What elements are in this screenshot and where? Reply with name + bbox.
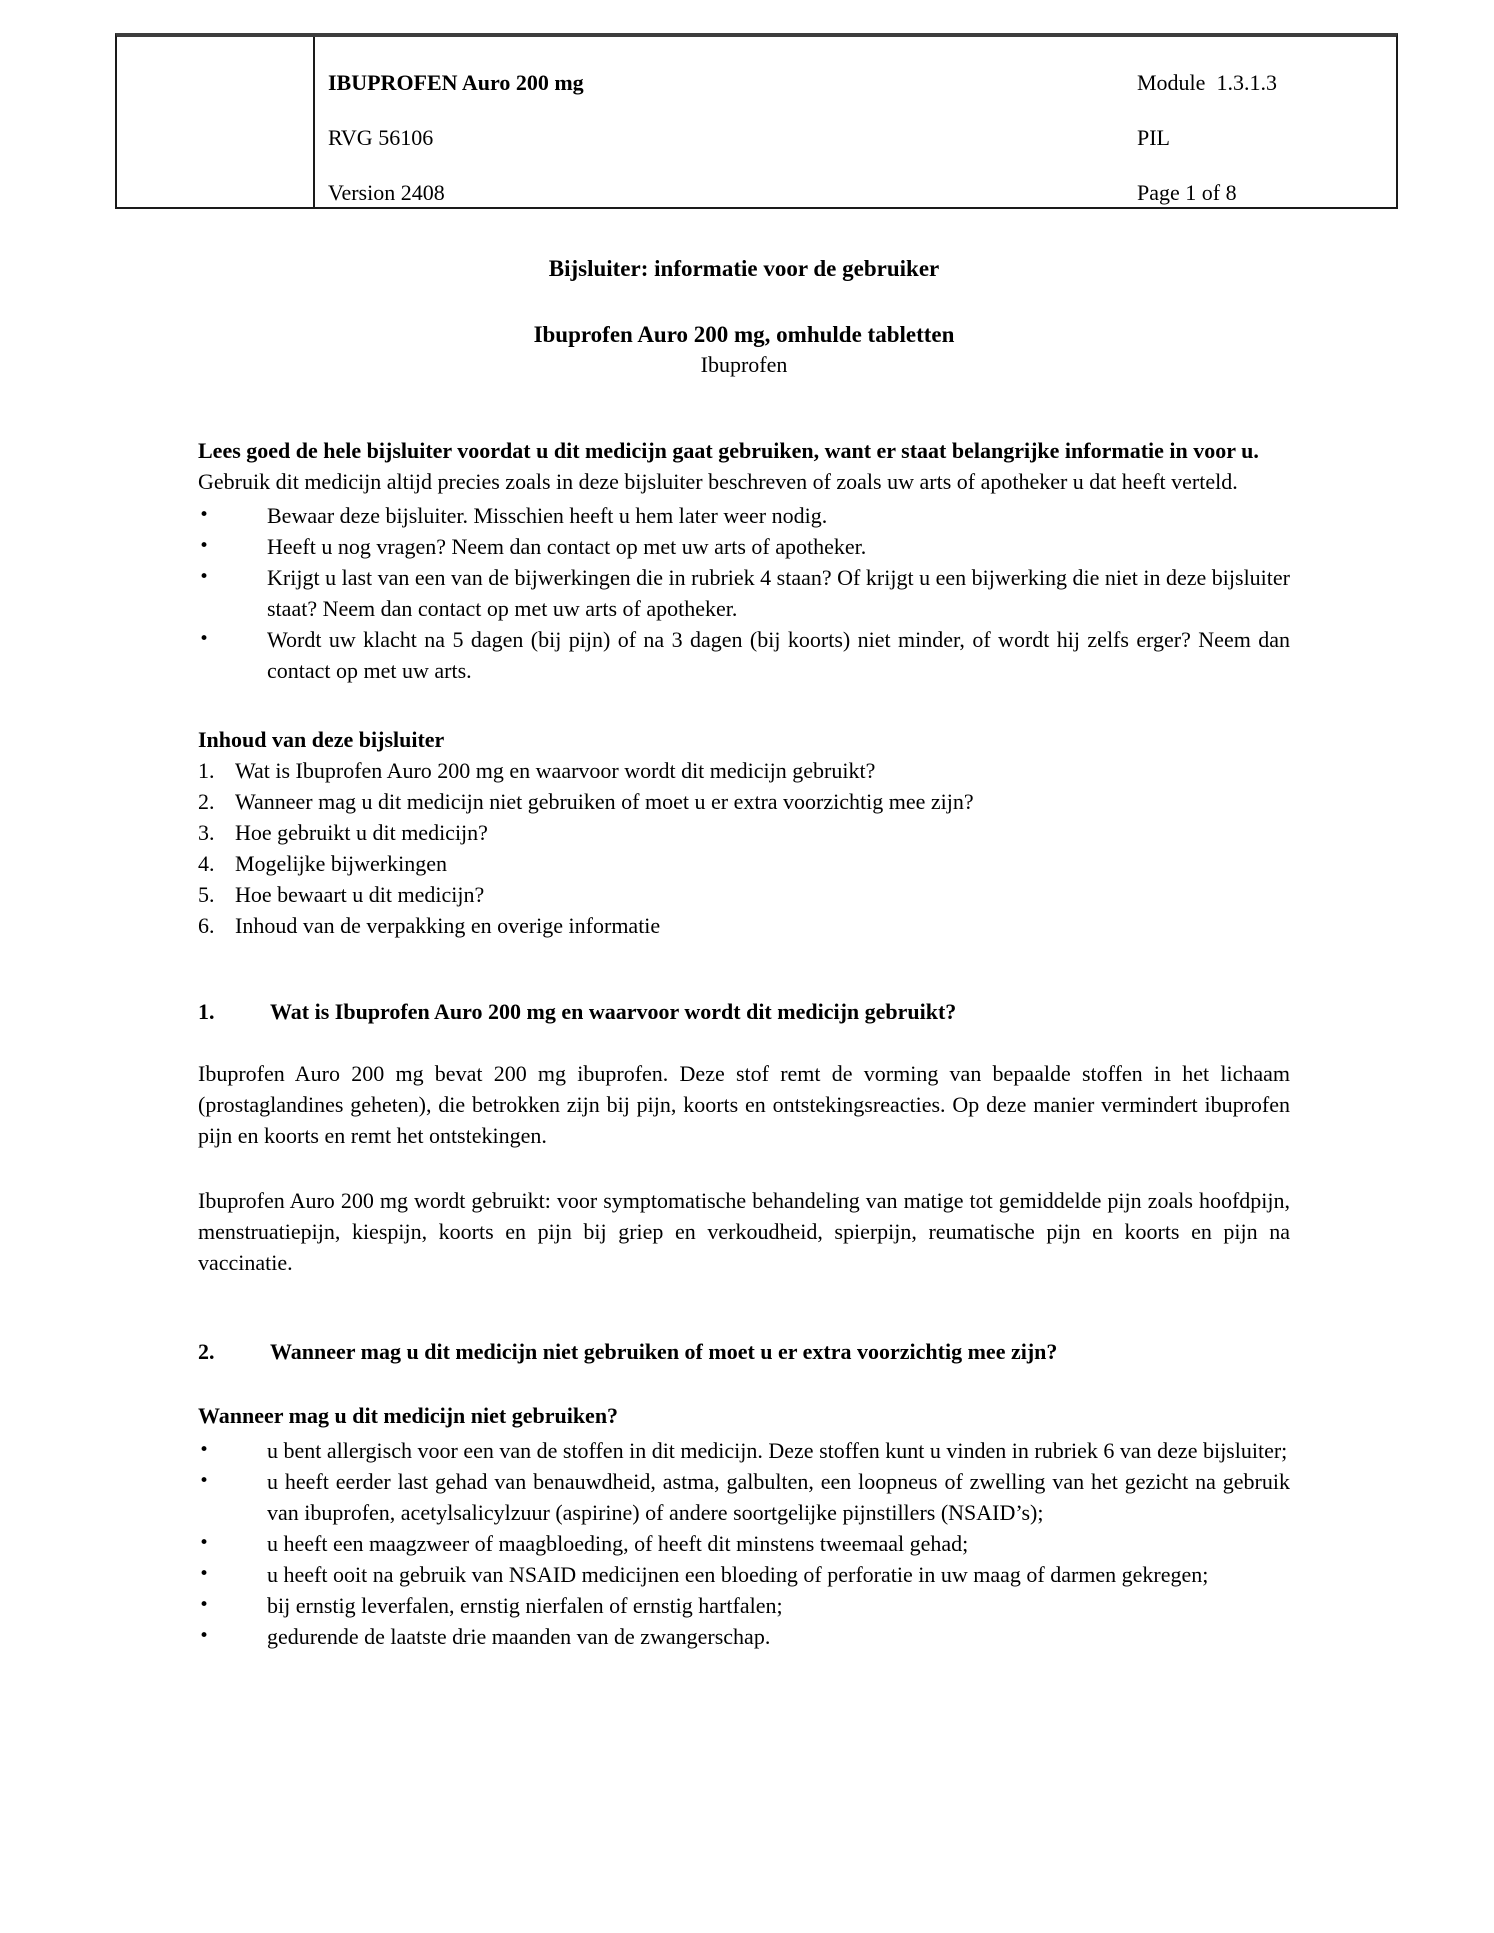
bullet-text: Heeft u nog vragen? Neem dan contact op met uw arts of apotheker.: [267, 534, 867, 559]
contraindication-bullet-list: [198, 1435, 1290, 1652]
list-item: [198, 624, 1290, 686]
section-1-paragraph-2: Ibuprofen Auro 200 mg wordt gebruikt: voor symptomatische behandeling van matige tot gemiddelde pijn zoals hoofdpijn, menstruatiepijn, kiespijn, koorts en pijn bij griep en verkoudheid, spierpijn, reumatische pijn en koorts en pijn na vaccinatie.: [198, 1188, 1290, 1275]
list-item: [198, 1559, 1290, 1590]
item-number: 6.: [198, 913, 215, 938]
bullet-icon: •: [199, 1533, 210, 1553]
module-number: Module 1.3.1.3: [1137, 70, 1277, 95]
version-number: Version 2408: [328, 180, 445, 205]
intro-lead-text: Gebruik dit medicijn altijd precies zoals in deze bijsluiter beschreven of zoals uw arts of apotheker u dat heeft verteld.: [198, 469, 1238, 494]
intro-bullet-list: [198, 500, 1290, 686]
bullet-text: bij ernstig leverfalen, ernstig nierfalen of ernstig hartfalen;: [267, 1593, 783, 1618]
item-text: Wanneer mag u dit medicijn niet gebruiken of moet u er extra voorzichtig mee zijn?: [235, 789, 974, 814]
document-body: [198, 0, 1290, 1652]
bullet-text: u heeft eerder last gehad van benauwdheid, astma, galbulten, een loopneus of zwelling van het gezicht na gebruik van ibuprofen, acetylsalicylzuur (aspirine) of andere soortgelijke pijnstillers (NSAID’s);: [267, 1469, 1290, 1525]
document-header-table: [115, 33, 1398, 209]
leaflet-title: Bijsluiter: informatie voor de gebruiker: [548, 256, 940, 281]
list-item: [198, 1466, 1290, 1528]
leaflet-product-title: Ibuprofen Auro 200 mg, omhulde tabletten: [533, 322, 955, 347]
section-2-heading: [198, 1336, 1290, 1367]
header-row-1: [328, 67, 1396, 98]
header-row-2: [328, 122, 1396, 153]
section-title: Wat is Ibuprofen Auro 200 mg en waarvoor wordt dit medicijn gebruikt?: [270, 999, 957, 1024]
list-item: [198, 531, 1290, 562]
item-text: Mogelijke bijwerkingen: [235, 851, 448, 876]
contents-item-6: [198, 910, 1290, 941]
bullet-icon: •: [199, 1471, 210, 1491]
bullet-text: u heeft een maagzweer of maagbloeding, of heeft dit minstens tweemaal gehad;: [267, 1531, 969, 1556]
contents-item-1: [198, 755, 1290, 786]
contents-item-4: [198, 848, 1290, 879]
list-item: [198, 1528, 1290, 1559]
bullet-icon: •: [199, 567, 210, 587]
bullet-text: u heeft ooit na gebruik van NSAID medicijnen een bloeding of perforatie in uw maag of darmen gekregen;: [267, 1562, 1209, 1587]
list-item: [198, 1621, 1290, 1652]
leaflet-substance: Ibuprofen: [700, 352, 788, 377]
product-name: IBUPROFEN Auro 200 mg: [328, 70, 584, 95]
contents-heading: Inhoud van deze bijsluiter: [198, 727, 445, 752]
section-2-subheading: Wanneer mag u dit medicijn niet gebruiken?: [198, 1403, 619, 1428]
item-number: 3.: [198, 820, 215, 845]
bullet-icon: •: [199, 1626, 210, 1646]
list-item: [198, 500, 1290, 531]
bullet-text: gedurende de laatste drie maanden van de zwangerschap.: [267, 1624, 771, 1649]
item-number: 2.: [198, 789, 215, 814]
bullet-icon: •: [199, 1564, 210, 1584]
rvg-number: RVG 56106: [328, 125, 434, 150]
bullet-text: Krijgt u last van een van de bijwerkingen die in rubriek 4 staan? Of krijgt u een bijwerking die niet in deze bijsluiter staat? Neem dan contact op met uw arts of apotheker.: [267, 565, 1290, 621]
bullet-text: Wordt uw klacht na 5 dagen (bij pijn) of na 3 dagen (bij koorts) niet minder, of wordt hij zelfs erger? Neem dan contact op met uw arts.: [267, 627, 1290, 683]
contents-list: [198, 755, 1290, 941]
bullet-text: u bent allergisch voor een van de stoffen in dit medicijn. Deze stoffen kunt u vinden in rubriek 6 van deze bijsluiter;: [267, 1438, 1288, 1463]
section-1-paragraph-1: Ibuprofen Auro 200 mg bevat 200 mg ibuprofen. Deze stof remt de vorming van bepaalde stoffen in het lichaam (prostaglandines geheten), die betrokken zijn bij pijn, koorts en ontstekingsreacties. Op deze manier vermindert ibuprofen pijn en koorts en remt het ontstekingen.: [198, 1061, 1290, 1148]
contents-item-2: [198, 786, 1290, 817]
header-info-cell: [315, 37, 1396, 207]
item-text: Hoe gebruikt u dit medicijn?: [235, 820, 488, 845]
intro-lead-bold: Lees goed de hele bijsluiter voordat u dit medicijn gaat gebruiken, want er staat belangrijke informatie in voor u.: [198, 438, 1259, 463]
list-item: [198, 1590, 1290, 1621]
list-item: [198, 1435, 1290, 1466]
header-row-3: [328, 177, 1396, 207]
bullet-icon: •: [199, 536, 210, 556]
item-text: Hoe bewaart u dit medicijn?: [235, 882, 485, 907]
bullet-text: Bewaar deze bijsluiter. Misschien heeft u hem later weer nodig.: [267, 503, 828, 528]
item-text: Inhoud van de verpakking en overige informatie: [235, 913, 661, 938]
section-number: 1.: [198, 999, 215, 1024]
bullet-icon: •: [199, 629, 210, 649]
list-item: [198, 562, 1290, 624]
header-logo-cell: [117, 37, 315, 207]
document-type: PIL: [1137, 125, 1170, 150]
section-title: Wanneer mag u dit medicijn niet gebruiken of moet u er extra voorzichtig mee zijn?: [270, 1339, 1058, 1364]
section-number: 2.: [198, 1339, 215, 1364]
item-number: 1.: [198, 758, 215, 783]
section-1-heading: [198, 996, 1290, 1027]
item-text: Wat is Ibuprofen Auro 200 mg en waarvoor wordt dit medicijn gebruikt?: [235, 758, 876, 783]
contents-item-5: [198, 879, 1290, 910]
bullet-icon: •: [199, 1440, 210, 1460]
item-number: 4.: [198, 851, 215, 876]
item-number: 5.: [198, 882, 215, 907]
page-number: Page 1 of 8: [1137, 180, 1237, 205]
bullet-icon: •: [199, 1595, 210, 1615]
bullet-icon: •: [199, 505, 210, 525]
contents-item-3: [198, 817, 1290, 848]
